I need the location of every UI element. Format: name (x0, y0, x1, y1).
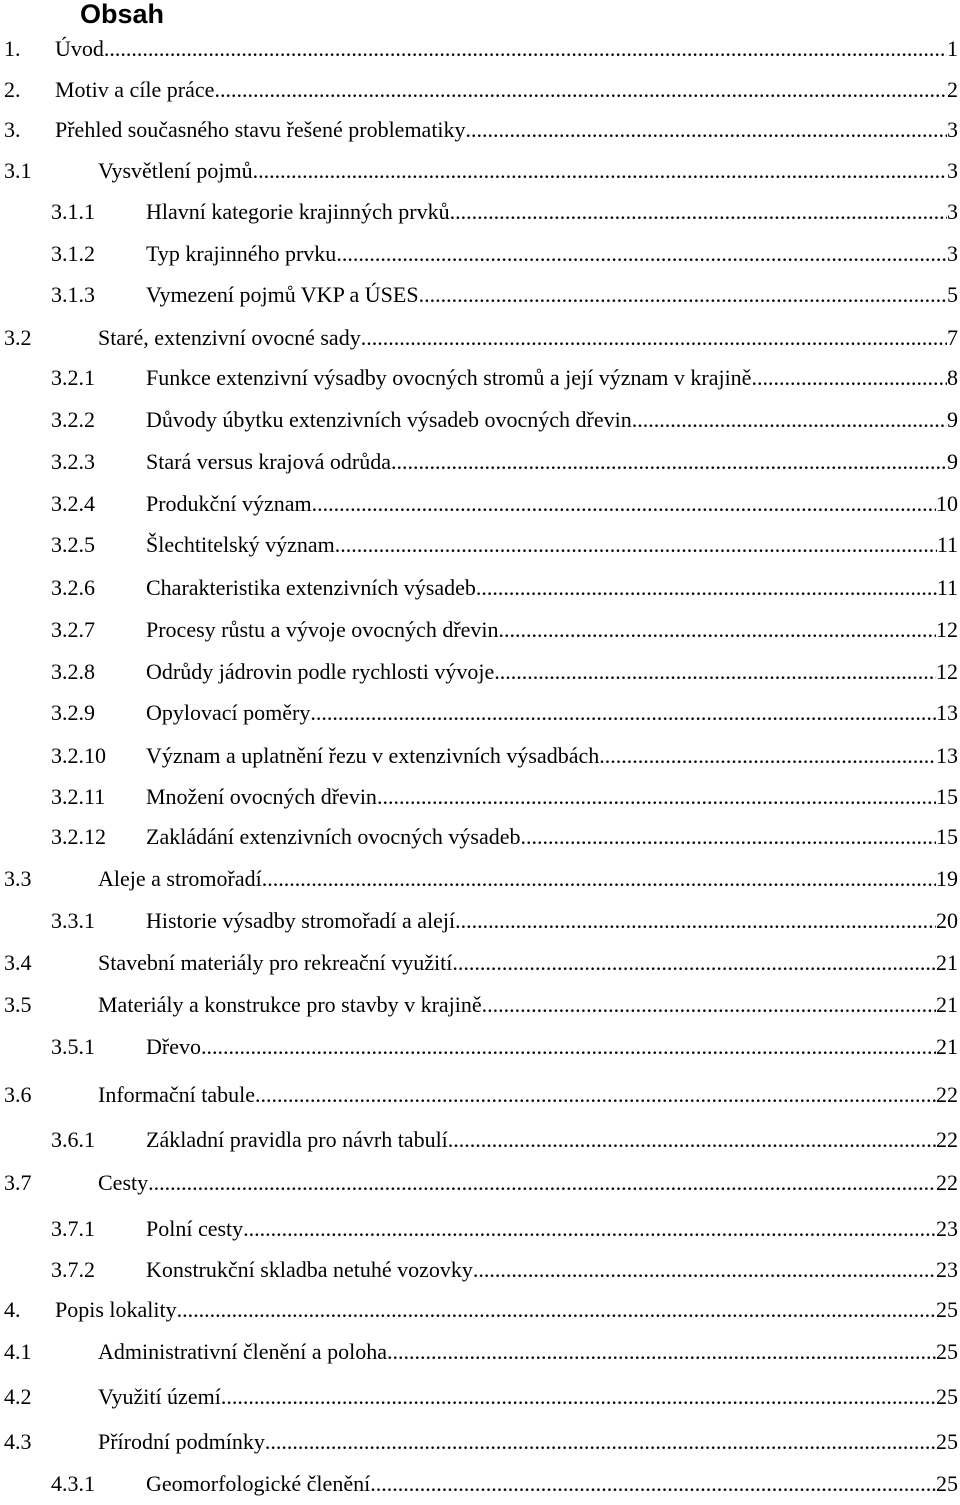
toc-leader-dots (387, 1336, 936, 1368)
toc-entry-title: Administrativní členění a poloha (98, 1339, 387, 1364)
toc-entry[interactable] (0, 781, 960, 813)
toc-leader-dots (466, 114, 947, 146)
toc-entry-number: 3.2.1 (51, 365, 95, 390)
toc-leader-dots (310, 697, 936, 729)
toc-leader-dots (312, 488, 936, 520)
toc-entry-number: 3.2.3 (51, 449, 95, 474)
toc-entry-number: 3.2 (4, 325, 32, 350)
toc-entry-page: 3 (947, 117, 958, 142)
toc-entry[interactable] (0, 1031, 960, 1063)
toc-entry-title: Důvody úbytku extenzivních výsadeb ovocných dřevin (146, 407, 632, 432)
toc-entry-title: Produkční význam (146, 491, 312, 516)
toc-entry-number: 4. (4, 1297, 21, 1322)
toc-entry-title: Hlavní kategorie krajinných prvků (146, 199, 450, 224)
toc-entry-number: 3.7.1 (51, 1216, 95, 1241)
toc-leader-dots (450, 196, 947, 228)
toc-heading: Obsah (80, 0, 165, 29)
toc-entry-page: 3 (947, 199, 958, 224)
toc-leader-dots (253, 155, 947, 187)
toc-entry-title: Konstrukční skladba netuhé vozovky (146, 1257, 473, 1282)
toc-entry-title: Vysvětlení pojmů (98, 158, 253, 183)
toc-entry[interactable] (0, 238, 960, 270)
toc-entry-number: 3.5.1 (51, 1034, 95, 1059)
toc-entry-title: Stará versus krajová odrůda (146, 449, 391, 474)
toc-entry-page: 15 (936, 784, 958, 809)
toc-leader-dots (599, 740, 936, 772)
toc-entry[interactable] (0, 1468, 960, 1500)
toc-entry-title: Informační tabule (98, 1082, 255, 1107)
toc-entry[interactable] (0, 863, 960, 895)
toc-entry-page: 25 (936, 1339, 958, 1364)
toc-entry-title: Dřevo (146, 1034, 201, 1059)
toc-entry-page: 13 (936, 743, 958, 768)
toc-entry-number: 3.1 (4, 158, 32, 183)
toc-entry-number: 3. (4, 117, 21, 142)
toc-entry-number: 3.2.11 (51, 784, 106, 809)
toc-entry-page: 10 (936, 491, 958, 516)
toc-entry-page: 25 (936, 1471, 958, 1496)
toc-entry-title: Funkce extenzivní výsadby ovocných stromů a její význam v krajině (146, 365, 752, 390)
toc-entry-page: 21 (936, 1034, 958, 1059)
toc-entry-number: 3.3.1 (51, 908, 95, 933)
toc-leader-dots (494, 656, 936, 688)
toc-entry-number: 3.6 (4, 1082, 32, 1107)
toc-entry-page: 21 (936, 950, 958, 975)
toc-entry-number: 3.2.7 (51, 617, 95, 642)
toc-entry-page: 22 (936, 1082, 958, 1107)
toc-entry[interactable] (0, 322, 960, 354)
toc-leader-dots (377, 781, 936, 813)
toc-entry-number: 4.2 (4, 1384, 32, 1409)
toc-entry-number: 3.3 (4, 866, 32, 891)
toc-entry-title: Materiály a konstrukce pro stavby v krajině (98, 992, 482, 1017)
toc-leader-dots (391, 446, 947, 478)
toc-entry-number: 3.7.2 (51, 1257, 95, 1282)
toc-entry-title: Stavební materiály pro rekreační využití (98, 950, 453, 975)
toc-entry-number: 3.7 (4, 1170, 32, 1195)
toc-entry[interactable] (0, 33, 960, 65)
toc-entry[interactable] (0, 279, 960, 311)
toc-entry-number: 3.1.3 (51, 282, 95, 307)
toc-entry-title: Opylovací poměry (146, 700, 311, 725)
toc-entry-page: 3 (947, 241, 958, 266)
toc-entry[interactable] (0, 529, 960, 561)
toc-leader-dots (455, 905, 936, 937)
toc-entry-page: 23 (936, 1257, 958, 1282)
toc-entry-number: 3.2.4 (51, 491, 95, 516)
toc-entry-title: Vymezení pojmů VKP a ÚSES (146, 282, 419, 307)
toc-entry[interactable] (0, 614, 960, 646)
toc-leader-dots (499, 614, 936, 646)
toc-entry[interactable] (0, 1167, 960, 1199)
toc-entry-number: 3.6.1 (51, 1127, 95, 1152)
toc-entry-number: 3.2.9 (51, 700, 95, 725)
toc-entry-number: 3.2.2 (51, 407, 95, 432)
toc-entry-page: 22 (936, 1127, 958, 1152)
toc-leader-dots (370, 1468, 936, 1500)
toc-entry[interactable] (0, 1079, 960, 1111)
toc-entry-number: 3.1.1 (51, 199, 95, 224)
toc-entry-page: 20 (936, 908, 958, 933)
toc-entry[interactable] (0, 1124, 960, 1156)
toc-entry-title: Základní pravidla pro návrh tabulí (146, 1127, 448, 1152)
toc-entry-number: 3.2.8 (51, 659, 95, 684)
toc-entry-title: Aleje a stromořadí (98, 866, 262, 891)
toc-leader-dots (104, 33, 947, 65)
toc-entry[interactable] (0, 1381, 960, 1413)
toc-leader-dots (452, 947, 936, 979)
toc-leader-dots (177, 1294, 936, 1326)
toc-entry[interactable] (0, 488, 960, 520)
toc-entry[interactable] (0, 572, 960, 604)
toc-entry[interactable] (0, 1294, 960, 1326)
toc-entry-page: 11 (936, 575, 958, 600)
toc-leader-dots (201, 1031, 936, 1063)
toc-entry-title: Zakládání extenzivních ovocných výsadeb (146, 824, 521, 849)
toc-entry-title: Procesy růstu a vývoje ovocných dřevin (146, 617, 499, 642)
toc-entry[interactable] (0, 1426, 960, 1458)
toc-entry-title: Význam a uplatnění řezu v extenzivních výsadbách (146, 743, 600, 768)
toc-entry[interactable] (0, 446, 960, 478)
toc-entry-title: Charakteristika extenzivních výsadeb (146, 575, 476, 600)
toc-entry[interactable] (0, 905, 960, 937)
toc-entry-page: 12 (936, 617, 958, 642)
toc-entry-page: 8 (947, 365, 958, 390)
toc-leader-dots (335, 529, 937, 561)
toc-entry-title: Využití území (98, 1384, 221, 1409)
toc-entry-number: 3.2.12 (51, 824, 106, 849)
toc-entry-number: 4.3 (4, 1429, 32, 1454)
toc-leader-dots (476, 572, 937, 604)
toc-entry-title: Geomorfologické členění (146, 1471, 371, 1496)
toc-entry-page: 1 (947, 36, 958, 61)
toc-leader-dots (336, 238, 947, 270)
toc-entry-title: Staré, extenzivní ovocné sady (98, 325, 361, 350)
toc-leader-dots (361, 322, 947, 354)
toc-entry-page: 19 (936, 866, 958, 891)
toc-entry[interactable] (0, 404, 960, 436)
toc-leader-dots (265, 1426, 936, 1458)
toc-entry[interactable] (0, 1213, 960, 1245)
toc-entry-number: 3.2.5 (51, 532, 95, 557)
toc-leader-dots (473, 1254, 936, 1286)
toc-entry-page: 23 (936, 1216, 958, 1241)
toc-entry-page: 15 (936, 824, 958, 849)
toc-entry[interactable] (0, 989, 960, 1021)
toc-entry-number: 3.1.2 (51, 241, 95, 266)
toc-entry-page: 25 (936, 1384, 958, 1409)
toc-entry-number: 1. (4, 36, 21, 61)
toc-leader-dots (243, 1213, 936, 1245)
toc-entry-page: 13 (936, 700, 958, 725)
toc-leader-dots (419, 279, 947, 311)
toc-leader-dots (448, 1124, 936, 1156)
toc-entry-number: 2. (4, 77, 21, 102)
toc-leader-dots (751, 362, 947, 394)
toc-entry[interactable] (0, 155, 960, 187)
toc-entry-page: 5 (947, 282, 958, 307)
toc-leader-dots (262, 863, 936, 895)
toc-entry-page: 12 (936, 659, 958, 684)
toc-entry[interactable] (0, 697, 960, 729)
toc-entry-title: Popis lokality (55, 1297, 177, 1322)
toc-entry-title: Odrůdy jádrovin podle rychlosti vývoje (146, 659, 495, 684)
toc-leader-dots (214, 74, 947, 106)
toc-entry-page: 25 (936, 1429, 958, 1454)
toc-entry[interactable] (0, 821, 960, 853)
toc-entry-number: 4.3.1 (51, 1471, 95, 1496)
toc-entry-page: 9 (947, 449, 958, 474)
toc-entry[interactable] (0, 196, 960, 228)
toc-entry[interactable] (0, 1254, 960, 1286)
toc-entry-page: 2 (947, 77, 958, 102)
toc-entry-title: Přírodní podmínky (98, 1429, 265, 1454)
toc-entry-title: Cesty (98, 1170, 149, 1195)
toc-leader-dots (221, 1381, 936, 1413)
toc-entry-number: 3.2.10 (51, 743, 106, 768)
toc-entry[interactable] (0, 656, 960, 688)
toc-entry-title: Polní cesty (146, 1216, 244, 1241)
toc-entry-title: Motiv a cíle práce (55, 77, 215, 102)
toc-entry-number: 3.5 (4, 992, 32, 1017)
toc-entry-page: 21 (936, 992, 958, 1017)
toc-entry-page: 22 (936, 1170, 958, 1195)
toc-entry-page: 3 (947, 158, 958, 183)
toc-entry-number: 4.1 (4, 1339, 32, 1364)
toc-entry-title: Úvod (55, 36, 104, 61)
toc-leader-dots (632, 404, 947, 436)
toc-entry[interactable] (0, 114, 960, 146)
toc-entry-page: 9 (947, 407, 958, 432)
toc-entry-title: Historie výsadby stromořadí a alejí (146, 908, 456, 933)
toc-entry-page: 7 (947, 325, 958, 350)
toc-entry-title: Šlechtitelský význam (146, 532, 335, 557)
toc-entry[interactable] (0, 740, 960, 772)
toc-entry-number: 3.4 (4, 950, 32, 975)
toc-entry-title: Množení ovocných dřevin (146, 784, 377, 809)
toc-entry-title: Typ krajinného prvku (146, 241, 337, 266)
toc-leader-dots (482, 989, 936, 1021)
toc-leader-dots (148, 1167, 936, 1199)
toc-entry[interactable] (0, 947, 960, 979)
toc-entry-title: Přehled současného stavu řešené problematiky (55, 117, 466, 142)
toc-entry[interactable] (0, 362, 960, 394)
toc-leader-dots (520, 821, 936, 853)
toc-entry-number: 3.2.6 (51, 575, 95, 600)
toc-entry-page: 25 (936, 1297, 958, 1322)
toc-leader-dots (255, 1079, 936, 1111)
toc-entry-page: 11 (936, 532, 958, 557)
toc-entry[interactable] (0, 74, 960, 106)
toc-entry[interactable] (0, 1336, 960, 1368)
